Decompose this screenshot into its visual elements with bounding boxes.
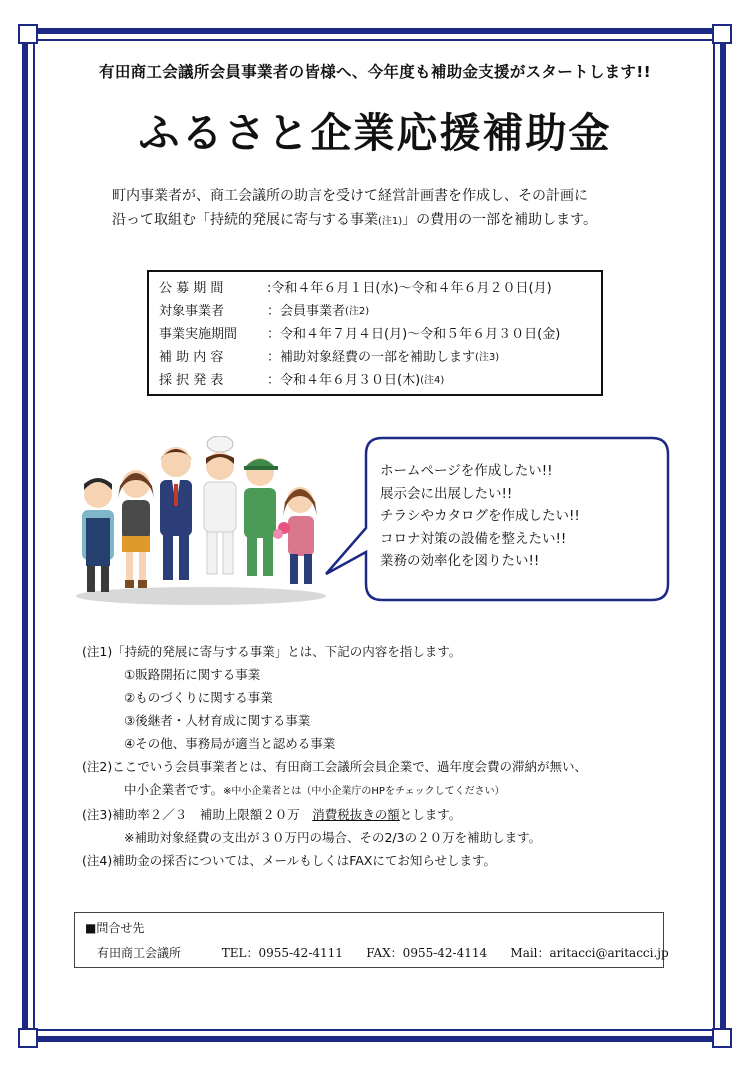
note-2-text: 中小企業者です。 [124,782,224,797]
contact-tel: TEL：0955-42-4111 [221,946,343,960]
intro-text [112,184,672,234]
note-2-line-1: (注2)ここでいう会員事業者とは、有田商工会議所会員企業で、過年度会費の滞納が無い、 [82,759,587,774]
info-note: (注4) [420,375,445,386]
info-row-project-period [159,323,591,346]
note-2-line-2 [82,778,702,803]
page-title: ふるさと企業応援補助金 [138,109,612,157]
note-3-line-2: ※補助対象経費の支出が３０万円の場合、その2/3の２０万を補助します。 [124,830,542,845]
contact-heading: ■問合せ先 [85,921,145,935]
note-1-item: ③後継者・人材育成に関する事業 [124,713,311,728]
note-3-text-b: とします。 [399,807,462,822]
business-people-illustration [70,436,332,606]
note-3-line-1 [82,803,702,826]
intro-note-ref: (注1) [378,216,403,227]
note-1: (注1)「持続的発展に寄与する事業」とは、下記の内容を指します。 [82,644,462,659]
border-corner-bottom-left [18,1028,38,1048]
info-row-eligible [159,300,591,323]
footnotes [82,640,702,872]
wish-list [380,460,670,573]
person-chef-icon [204,436,236,574]
info-row-announcement [159,369,591,392]
info-value: ：令和４年６月３０日(木) [267,373,421,388]
info-note: (注2) [345,306,370,317]
schedule-info-box [147,270,603,396]
wish-item: チラシやカタログを作成したい!! [380,508,580,524]
note-4: (注4)補助金の採否については、メールもしくはFAXにてお知らせします。 [82,853,496,868]
note-1-item: ②ものづくりに関する事業 [124,690,273,705]
person-apron-icon [82,478,114,592]
contact-fax: FAX：0955-42-4114 [366,946,488,960]
info-value: :令和４年６月１日(水)～令和４年６月２０日(月) [267,281,552,296]
info-value: ：会員事業者 [267,304,346,319]
wish-item: 展示会に出展したい!! [380,485,513,502]
info-label: 対象事業者 [159,304,225,319]
info-note: (注3) [475,352,500,363]
border-corner-top-left [18,24,38,44]
person-woman-flowers-icon [273,487,317,584]
info-label: 公 募 期 間 [159,281,224,296]
intro-line-2 [112,208,672,234]
info-label: 事業実施期間 [159,327,238,342]
contact-details [85,944,669,961]
wish-item: ホームページを作成したい!! [380,463,553,479]
contact-box [74,912,669,968]
note-3-underlined: 消費税抜きの額 [312,807,400,822]
note-1-item: ④その他、事務局が適当と認める事業 [124,736,336,751]
border-corner-bottom-right [712,1028,732,1048]
intro-line-2-tail: 」の費用の一部を補助します。 [402,212,598,228]
info-value: ：補助対象経費の一部を補助します [267,350,476,365]
border-corner-top-right [712,24,732,44]
contact-mail: Mail：aritacci@aritacci.jp [510,946,669,960]
note-1-item: ①販路開拓に関する事業 [124,667,261,682]
headline: 有田商工会議所会員事業者の皆様へ、今年度も補助金支援がスタートします!! [99,63,651,81]
info-label: 採 択 発 表 [159,373,224,388]
info-row-application-period [159,277,591,300]
wish-item: コロナ対策の設備を整えたい!! [380,530,567,547]
person-suit-icon [160,447,192,580]
info-row-subsidy-content [159,346,591,369]
intro-line-1: 町内事業者が、商工会議所の助言を受けて経営計画書を作成し、その計画に [112,188,588,204]
person-woman-orange-icon [118,470,154,588]
intro-line-2-main: 沿って取組む「持続的発展に寄与する事業 [112,212,378,228]
wish-item: 業務の効率化を図りたい!! [380,553,540,569]
contact-org: 有田商工会議所 [97,946,182,960]
note-3-text-a: (注3)補助率２／３ 補助上限額２０万 [82,807,313,822]
info-value: ：令和４年７月４日(月)～令和５年６月３０日(金) [267,327,561,342]
info-label: 補 助 内 容 [159,350,224,365]
person-worker-green-icon [244,458,278,576]
note-2-small: ※中小企業者とは（中小企業庁のHPをチェックしてください） [223,786,505,797]
